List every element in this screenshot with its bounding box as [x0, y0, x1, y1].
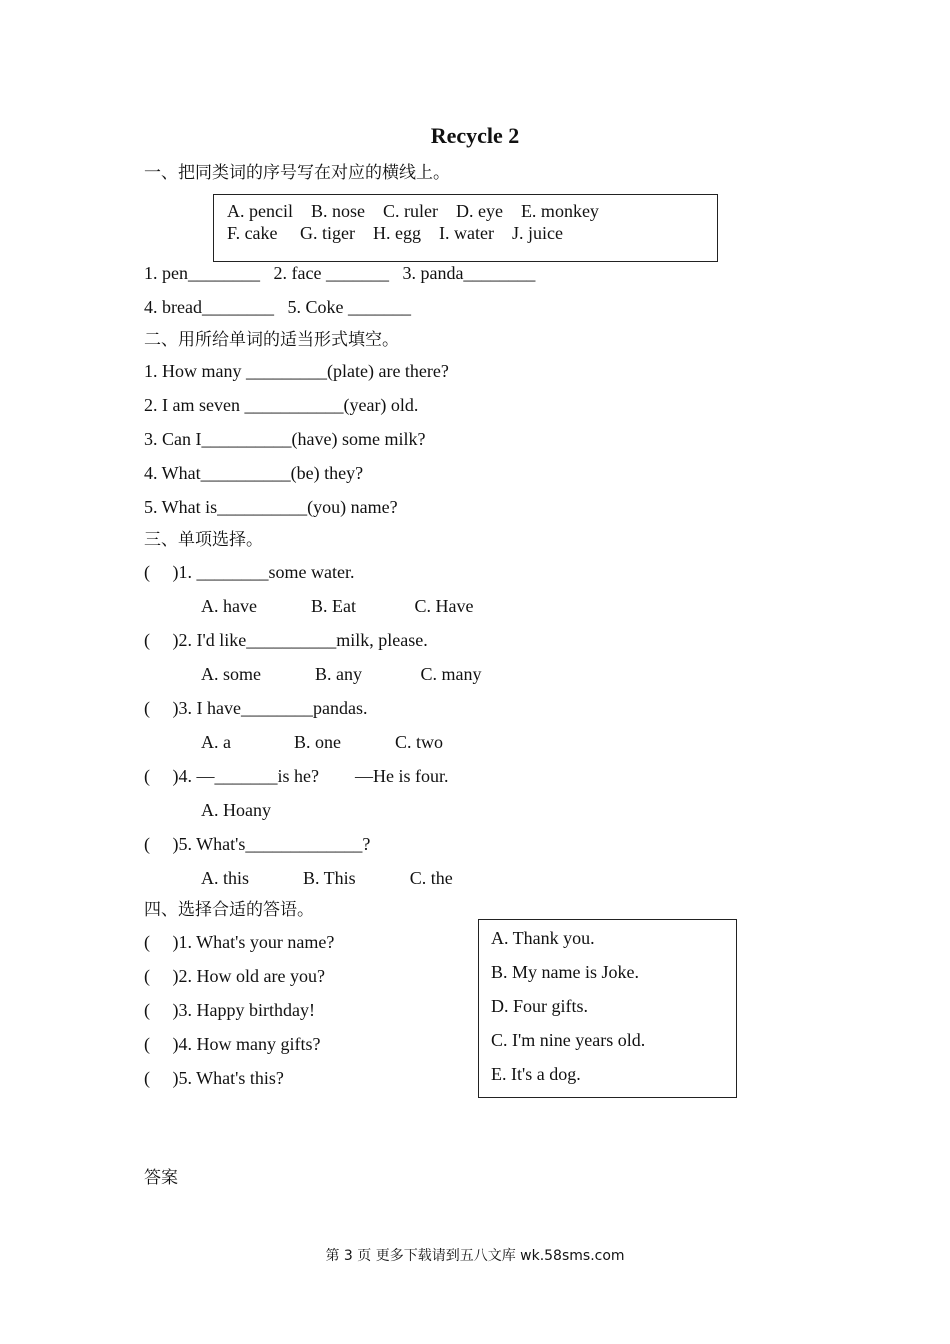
word-bank-row-1: A. pencil B. nose C. ruler D. eye E. monkey — [227, 201, 599, 221]
mc-options: A. Hoany — [201, 800, 271, 820]
answer-option: A. Thank you. — [491, 928, 595, 948]
section2-item: 3. Can I__________(have) some milk? — [144, 429, 426, 449]
mc-options: A. some B. any C. many — [201, 664, 482, 684]
section2-heading: 二、用所给单词的适当形式填空。 — [144, 330, 399, 350]
mc-options: A. have B. Eat C. Have — [201, 596, 474, 616]
mc-question: ( )5. What's_____________? — [144, 834, 371, 854]
answer-option: C. I'm nine years old. — [491, 1030, 646, 1050]
mc-options: A. a B. one C. two — [201, 732, 443, 752]
page-footer: 第 3 页 更多下载请到五八文库 wk.58sms.com — [325, 1248, 625, 1264]
answer-option: E. It's a dog. — [491, 1064, 581, 1084]
match-question: ( )1. What's your name? — [144, 932, 335, 952]
answer-option: D. Four gifts. — [491, 996, 589, 1016]
word-bank-row-2: F. cake G. tiger H. egg I. water J. juice — [227, 223, 563, 243]
match-question: ( )5. What's this? — [144, 1068, 284, 1088]
section2-item: 4. What__________(be) they? — [144, 463, 364, 483]
section1-heading: 一、把同类词的序号写在对应的横线上。 — [144, 163, 450, 183]
mc-question: ( )4. —_______is he? —He is four. — [144, 766, 449, 786]
section2-item: 2. I am seven ___________(year) old. — [144, 395, 419, 415]
section4-heading: 四、选择合适的答语。 — [144, 900, 314, 920]
answer-label: 答案 — [144, 1168, 178, 1188]
section1-line-2: 4. bread________ 5. Coke _______ — [144, 297, 411, 317]
section2-item: 5. What is__________(you) name? — [144, 497, 398, 517]
section1-line-1: 1. pen________ 2. face _______ 3. panda________ — [144, 263, 536, 283]
match-question: ( )4. How many gifts? — [144, 1034, 321, 1054]
match-question: ( )3. Happy birthday! — [144, 1000, 315, 1020]
match-question: ( )2. How old are you? — [144, 966, 325, 986]
mc-question: ( )2. I'd like__________milk, please. — [144, 630, 428, 650]
answer-option: B. My name is Joke. — [491, 962, 639, 982]
section2-item: 1. How many _________(plate) are there? — [144, 361, 449, 381]
mc-question: ( )3. I have________pandas. — [144, 698, 368, 718]
mc-options: A. this B. This C. the — [201, 868, 453, 888]
section3-heading: 三、单项选择。 — [144, 530, 263, 550]
mc-question: ( )1. ________some water. — [144, 562, 355, 582]
page-title: Recycle 2 — [430, 123, 520, 148]
